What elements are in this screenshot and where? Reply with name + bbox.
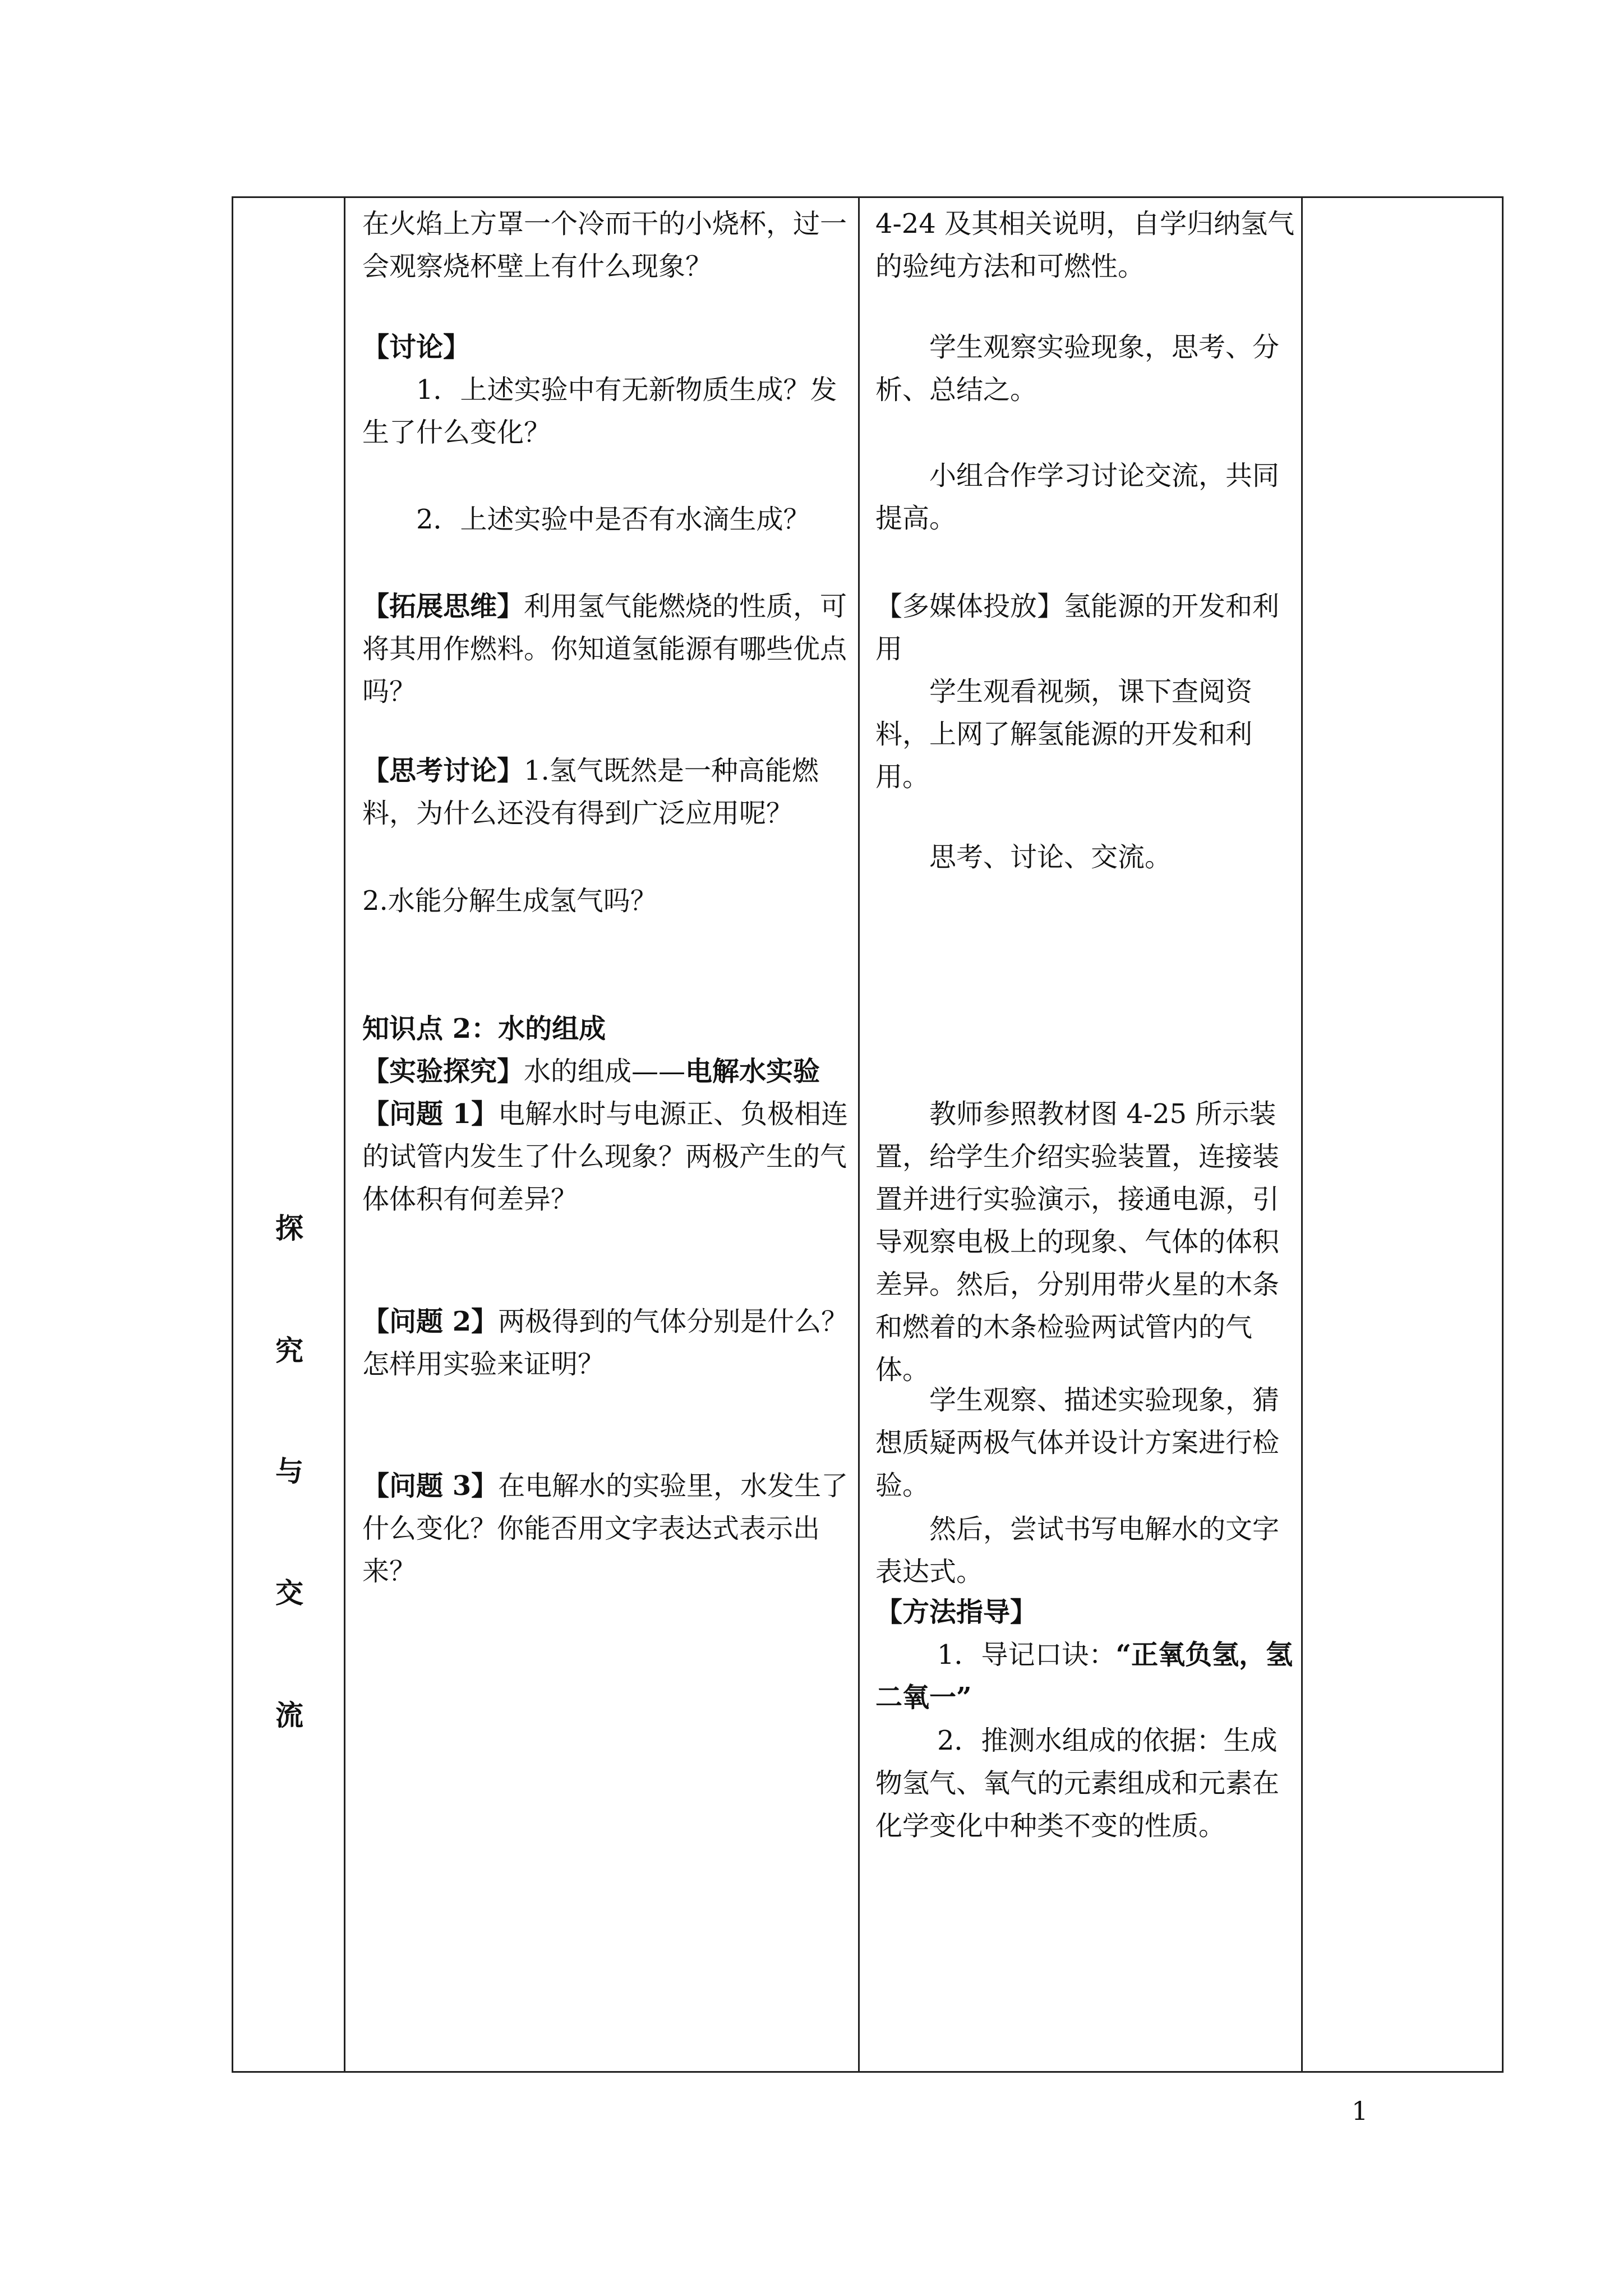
media-paragraph <box>875 585 1302 670</box>
teacher-demo-paragraph: 教师参照教材图 4-25 所示装置，给学生介绍实验装置，连接装置并进行实验演示，接通电源，引导观察电极上的现象、气体的体积差异。然后，分别用带火星的木条和燃着的木条检验两试管内的气体。 <box>875 1098 1280 1386</box>
stage-char: 探 <box>275 1212 303 1245</box>
student-paragraph: 学生观察、描述实验现象，猜想质疑两极气体并设计方案进行检验。 <box>875 1384 1280 1501</box>
student-paragraph: 小组合作学习讨论交流，共同提高。 <box>875 460 1280 534</box>
think-question-2: 2.水能分解生成氢气吗？ <box>362 885 657 917</box>
question-1-text: 电解水时与电源正、负极相连的试管内发生了什么现象？两极产生的气体体积有何差异？ <box>362 1098 849 1215</box>
notes-cell <box>1302 197 1503 2072</box>
extend-thinking-paragraph <box>362 585 856 713</box>
page-number: 1 <box>1352 2096 1368 2126</box>
knowledge-point-title: 知识点 2：水的组成 <box>362 1013 606 1045</box>
stage-cell <box>233 197 345 2072</box>
experiment-paragraph <box>362 1050 856 1093</box>
media-heading: 【多媒体投放】 <box>875 591 1064 622</box>
question-2-text: 两极得到的气体分别是什么？怎样用实验来证明？ <box>362 1306 849 1380</box>
extend-heading: 【拓展思维】 <box>362 591 524 622</box>
student-paragraph: 4-24 及其相关说明，自学归纳氢气的验纯方法和可燃性。 <box>875 208 1295 282</box>
discuss-question-2: 2．上述实验中是否有水滴生成？ <box>416 504 810 535</box>
method-item-2: 2．推测水组成的依据：生成物氢气、氧气的元素组成和元素在化学变化中种类不变的性质。 <box>875 1725 1280 1842</box>
think-discuss-paragraph <box>362 749 856 835</box>
stage-char: 与 <box>275 1455 303 1488</box>
student-paragraph: 然后，尝试书写电解水的文字表达式。 <box>875 1513 1280 1588</box>
student-paragraph: 学生观察实验现象，思考、分析、总结之。 <box>875 332 1280 406</box>
student-paragraph: 思考、讨论、交流。 <box>929 841 1172 873</box>
experiment-name: 电解水实验 <box>685 1056 820 1087</box>
question-3-paragraph <box>362 1465 856 1593</box>
think-heading: 【思考讨论】 <box>362 755 524 786</box>
think-text: 1.氢气既然是一种高能燃料，为什么还没有得到广泛应用呢？ <box>362 755 819 829</box>
method-item-1 <box>875 1634 1302 1719</box>
teacher-activity-cell <box>345 197 859 2072</box>
student-paragraph: 学生观看视频，课下查阅资料，上网了解氢能源的开发和利用。 <box>875 676 1253 793</box>
discuss-heading: 【讨论】 <box>362 332 471 363</box>
student-activity-cell <box>859 197 1302 2072</box>
method-heading: 【方法指导】 <box>875 1596 1038 1628</box>
extend-text: 利用氢气能燃烧的性质，可将其用作燃料。你知道氢能源有哪些优点吗？ <box>362 591 847 707</box>
media-text: 氢能源的开发和利用 <box>875 591 1280 665</box>
question-3-heading: 【问题 3】 <box>362 1470 499 1502</box>
table-row <box>233 197 1503 2072</box>
question-1-paragraph <box>362 1093 856 1221</box>
method-item-1-text: 1．导记口诀： <box>937 1639 1116 1671</box>
activity-paragraph: 在火焰上方罩一个冷而干的小烧杯，过一会观察烧杯壁上有什么现象？ <box>362 208 847 282</box>
lesson-plan-table <box>232 196 1504 2073</box>
stage-char: 流 <box>275 1699 303 1732</box>
question-1-heading: 【问题 1】 <box>362 1098 499 1130</box>
stage-char: 究 <box>275 1334 303 1367</box>
question-3-text: 在电解水的实验里，水发生了什么变化？你能否用文字表达式表示出来？ <box>362 1470 849 1587</box>
experiment-heading: 【实验探究】 <box>362 1056 524 1087</box>
question-2-heading: 【问题 2】 <box>362 1306 499 1337</box>
method-mnemonic: “正氧负氢，氢二氧一” <box>875 1639 1293 1713</box>
stage-char: 交 <box>275 1576 303 1609</box>
discuss-question-1: 1．上述实验中有无新物质生成？发生了什么变化？ <box>362 374 837 448</box>
experiment-text: 水的组成—— <box>524 1056 686 1087</box>
question-2-paragraph <box>362 1300 856 1386</box>
